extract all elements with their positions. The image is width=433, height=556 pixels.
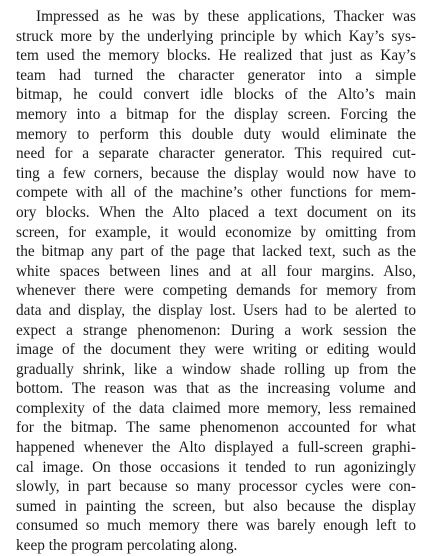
- paragraph-line: white spaces between lines and at all four margins. Also,: [16, 262, 416, 280]
- paragraph-line: keep the program percolating along.: [16, 537, 238, 555]
- paragraph-line: memory to perform this double duty would eliminate the: [16, 125, 416, 143]
- paragraph-line: slowly, in part because so many processor cycles were con-: [16, 478, 416, 496]
- paragraph-line: ting a few corners, because the display would now have to: [16, 164, 416, 182]
- paragraph-line: memory into a bitmap for the display screen. Forcing the: [16, 105, 416, 123]
- paragraph-line: gradually shrink, like a window shade rolling up from the: [16, 360, 416, 378]
- paragraph-line: ory blocks. When the Alto placed a text document on its: [16, 203, 416, 221]
- paragraph-line: need for a separate character generator. This required cut-: [16, 145, 416, 163]
- paragraph-line: struck more by the underlying principle by which Kay’s sys-: [16, 27, 416, 45]
- paragraph-line: image of the document they were writing or editing would: [16, 341, 416, 359]
- paragraph-line: compete with all of the machine’s other functions for mem-: [16, 184, 416, 202]
- paragraph-line: tem used the memory blocks. He realized that just as Kay’s: [16, 47, 416, 65]
- paragraph-line: data and display, the display lost. Users had to be alerted to: [16, 301, 416, 319]
- paragraph-line: complexity of the data claimed more memory, less remained: [16, 399, 416, 417]
- paragraph-line: team had turned the character generator into a simple: [16, 66, 416, 84]
- paragraph-line: for the bitmap. The same phenomenon accounted for what: [16, 419, 416, 437]
- paragraph-line: the bitmap any part of the page that lacked text, such as the: [16, 243, 416, 261]
- paragraph-line: expect a strange phenomenon: During a work session the: [16, 321, 416, 339]
- paragraph-line: whenever there were competing demands for memory from: [16, 282, 416, 300]
- paragraph-line: Impressed as he was by these applications, Thacker was: [36, 8, 416, 25]
- paragraph-line: screen, for example, it would economize by omitting from: [16, 223, 416, 241]
- paragraph-line: happened whenever the Alto displayed a full-screen graphi-: [16, 439, 416, 457]
- paragraph-line: cal image. On those occasions it tended to run agonizingly: [16, 458, 416, 476]
- body-paragraph: [16, 7, 416, 556]
- paragraph-line: bottom. The reason was that as the increasing volume and: [16, 380, 416, 398]
- paragraph-line: sumed in painting the screen, but also because the display: [16, 497, 416, 515]
- paragraph-line: bitmap, he could convert idle blocks of the Alto’s main: [16, 86, 416, 104]
- paragraph-line: consumed so much memory there was barely enough left to: [16, 517, 416, 535]
